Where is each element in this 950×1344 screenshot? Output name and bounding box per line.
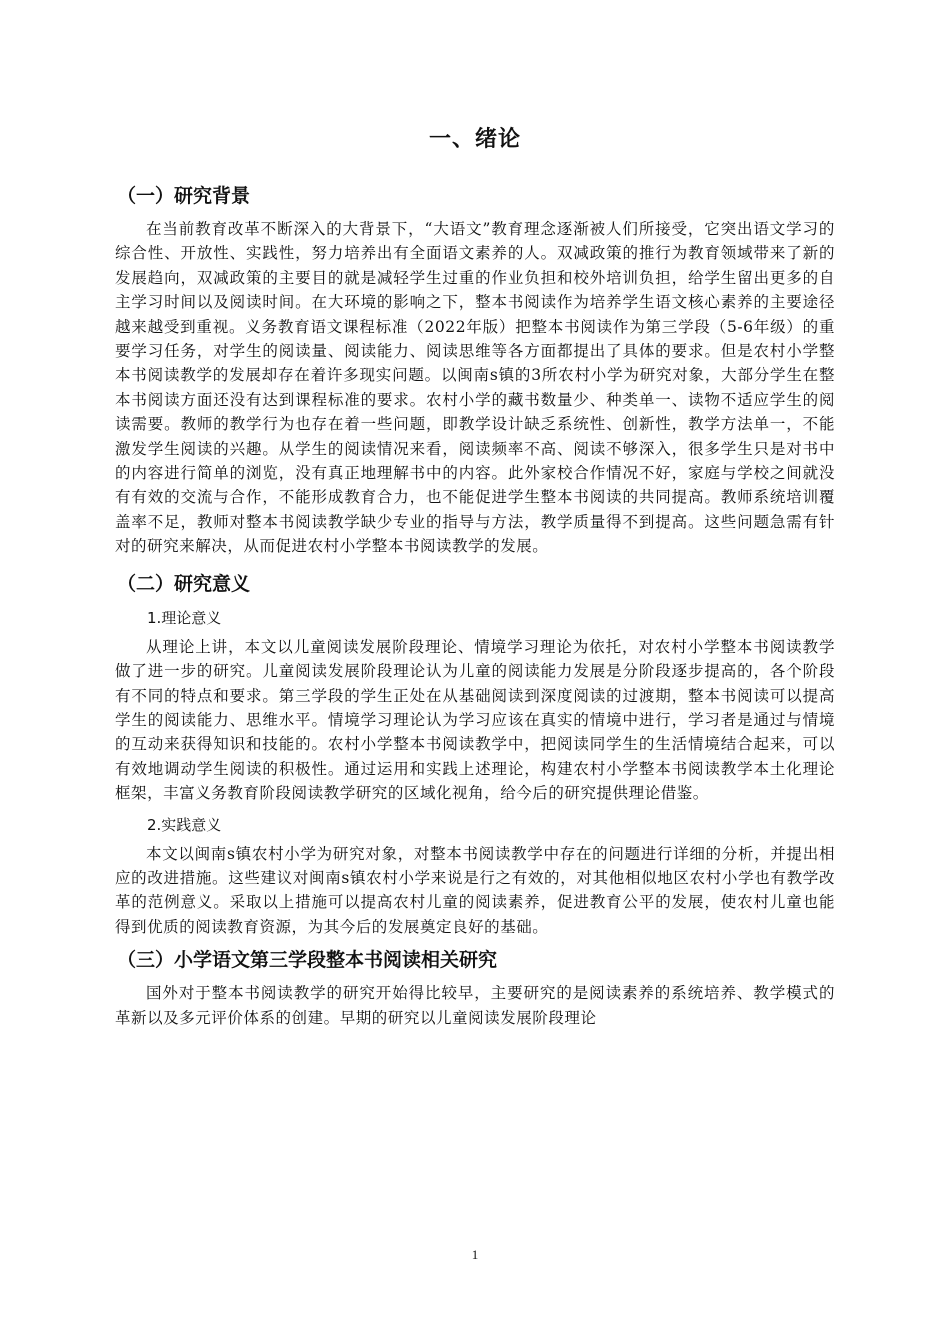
section-heading-significance: （二）研究意义 bbox=[117, 572, 251, 595]
subsection-paragraph-practice: 本文以闽南s镇农村小学为研究对象，对整本书阅读教学中存在的问题进行详细的分析，并提出相应的改进措施。这些建议对闽南s镇农村小学来说是行之有效的，对其他相似地区农村小学也有教学改革的范例意义。采取以上措施可以提高农村儿童的阅读素养，促进教育公平的发展，使农村儿童也能得到优质的阅读教育资源，为其今后的发展奠定良好的基础。 bbox=[115, 844, 835, 936]
section-heading-related-research: （三）小学语文第三学段整本书阅读相关研究 bbox=[117, 949, 498, 972]
subsection-heading-theory: 1.理论意义 bbox=[147, 608, 222, 627]
section-heading-background: （一）研究背景 bbox=[117, 185, 251, 207]
subsection-heading-practice: 2.实践意义 bbox=[147, 815, 222, 834]
page-number: 1 bbox=[471, 1247, 479, 1262]
subsection-paragraph-theory: 从理论上讲，本文以儿童阅读发展阶段理论、情境学习理论为依托，对农村小学整本书阅读教学做了进一步的研究。儿童阅读发展阶段理论认为儿童的阅读能力发展是分阶段逐步提高的，各个阶段有不同的特点和要求。第三学段的学生正处在从基础阅读到深度阅读的过渡期，整本书阅读可以提高学生的阅读能力、思维水平。情境学习理论认为学习应该在真实的情境中进行，学习者是通过与情境的互动来获得知识和技能的。农村小学整本书阅读教学中，把阅读同学生的生活情境结合起来，可以有效地调动学生阅读的积极性。通过运用和实践上述理论，构建农村小学整本书阅读教学本土化理论框架，丰富义务教育阶段阅读教学研究的区域化视角，给今后的研究提供理论借鉴。 bbox=[115, 637, 835, 803]
section-paragraph-background: 在当前教育改革不断深入的大背景下，“大语文”教育理念逐渐被人们所接受，它突出语文学习的综合性、开放性、实践性，努力培养出有全面语文素养的人。双减政策的推行为教育领域带来了新的发展趋向，双减政策的主要目的就是减轻学生过重的作业负担和校外培训负担，给学生留出更多的自主学习时间以及阅读时间。在大环境的影响之下，整本书阅读作为培养学生语文核心素养的主要途径越来越受到重视。义务教育语文课程标准（2022年版）把整本书阅读作为第三学段（5-6年级）的重要学习任务，对学生的阅读量、阅读能力、阅读思维等各方面都提出了具体的要求。但是农村小学整本书阅读教学的发展却存在着许多现实问题。以闽南s镇的3所农村小学为研究对象，大部分学生在整本书阅读方面还没有达到课程标准的要求。农村小学的藏书数量少、种类单一、读物不适应学生的阅读需要。教师的教学行为也存在着一些问题，即教学设计缺乏系统性、创新性，教学方法单一，不能激发学生阅读的兴趣。从学生的阅读情况来看，阅读频率不高、阅读不够深入，很多学生只是对书中的内容进行简单的浏览，没有真正地理解书中的内容。此外家校合作情况不好，家庭与学校之间就没有有效的交流与合作，不能形成教育合力，也不能促进学生整本书阅读的共同提高。教师系统培训覆盖率不足，教师对整本书阅读教学缺少专业的指导与方法，教学质量得不到提高。这些问题急需有针对的研究来解决，从而促进农村小学整本书阅读教学的发展。 bbox=[115, 220, 835, 556]
chapter-title: 一、绪论 bbox=[428, 127, 521, 152]
section-paragraph-related-research: 国外对于整本书阅读教学的研究开始得比较早，主要研究的是阅读素养的系统培养、教学模式的革新以及多元评价体系的创建。早期的研究以儿童阅读发展阶段理论 bbox=[115, 984, 835, 1027]
